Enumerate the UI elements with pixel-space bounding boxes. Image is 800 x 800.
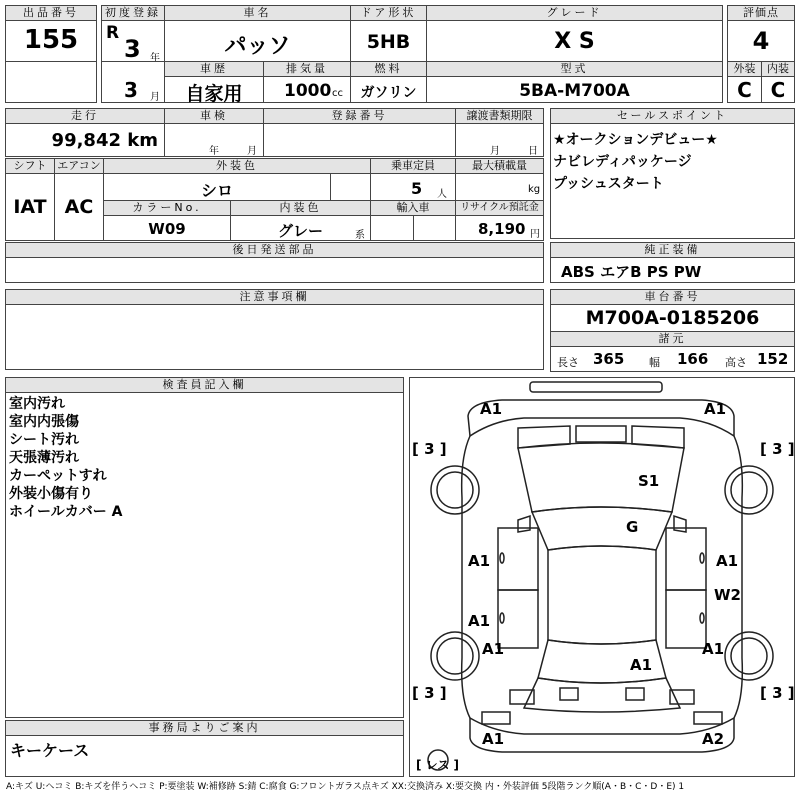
sales-points-list [553,129,718,195]
capacity-value: 5 [411,179,423,198]
specs-cell [550,346,795,372]
tire-rear-left: [ 3 ] [412,684,447,702]
lot-blank [5,61,97,103]
spare-tire: [ レス ] [416,758,459,772]
max-load-label: 最大積載量 [455,158,544,174]
lot-label: 出品番号 [5,5,97,21]
inspector-list [9,395,122,521]
capacity-cell [370,173,456,201]
inspection-cell [164,123,264,157]
grade-cell [426,20,723,62]
notes-label: 注意事項欄 [5,289,544,305]
aircon-label: エアコン [54,158,104,174]
mark-rear-left: A1 [482,730,505,748]
int-score-cell [761,76,795,103]
inspector-item: ホイールカバー A [9,504,123,520]
grade-label: グレード [426,5,723,21]
first-reg-label: 初度登録 [101,5,165,21]
aircon-cell [54,173,104,241]
inspector-item: 室内汚れ [9,396,65,412]
length-label: 長さ [557,356,579,369]
height-label: 高さ [725,356,747,369]
first-reg-month-unit: 月 [150,92,160,103]
car-name-label: 車名 [164,5,351,21]
history-value: 自家用 [185,83,243,105]
chassis-label: 車台番号 [550,289,795,305]
interior-color-label: 内装色 [230,200,371,216]
color-no-label: カラーNo. [103,200,231,216]
sales-points-box [550,123,795,239]
office-label: 事務局よりご案内 [5,720,404,736]
sales-point-item: ★オークションデビュー★ [553,132,718,148]
genuine-equipment-value: ABS エアB PS PW [561,263,702,281]
genuine-equipment-cell [550,257,795,283]
inspector-item: 天張薄汚れ [9,450,79,466]
door-value: 5HB [366,31,411,53]
max-load-cell [455,173,544,201]
length-value: 365 [593,350,625,368]
mark-right-rear-fender: A1 [702,640,725,658]
car-name-cell [164,20,351,62]
reg-number-cell [263,123,456,157]
inspection-month-unit: 月 [247,146,257,157]
score-label: 評価点 [727,5,795,21]
ext-score: C [737,78,752,102]
specs-label: 諸元 [550,331,795,347]
first-reg-year: 3 [124,35,141,63]
capacity-unit: 人 [437,189,447,200]
shift-label: シフト [5,158,55,174]
later-parts-cell [5,257,544,283]
legend: A:キズ U:ヘコミ B:キズを伴うヘコミ P:要塗装 W:補修跡 S:錆 C:腐食 G:フロントガラス点キズ XX:交換済み X:要交換 内・外装評価 5段階ランク順(A・B・C・D・E) 1 [6,782,685,792]
tire-front-left: [ 3 ] [412,440,447,458]
height-value: 152 [757,350,789,368]
fuel-value: ガソリン [360,85,417,101]
later-parts-label: 後日発送部品 [5,242,544,258]
sales-points-label: セールスポイント [550,108,795,124]
shift-value: IAT [13,196,47,218]
transfer-doc-cell [455,123,544,157]
fuel-cell [350,76,427,103]
first-reg-era: R [106,23,120,43]
chassis-value: M700A-0185206 [585,307,760,329]
door-cell [350,20,427,62]
inspection-year-unit: 年 [209,146,219,157]
inspector-item: 室内内張傷 [9,414,79,430]
displacement-value: 1000 [284,81,332,101]
model-label: 型式 [426,61,723,77]
first-reg-month-cell [101,61,165,103]
transfer-month-unit: 月 [490,146,500,157]
sales-point-item: ナビレディパッケージ [553,154,692,170]
exterior-color-extra [330,173,371,201]
history-cell [164,76,264,103]
recycle-unit: 円 [530,229,540,240]
import-car-label: 輸入車 [370,200,456,216]
recycle-cell [455,215,544,241]
model-cell [426,76,723,103]
inspector-box [5,392,404,718]
mark-hood: S1 [638,472,660,490]
interior-color-value: グレー [277,222,323,240]
first-reg-year-cell [101,20,165,62]
model-value: 5BA-M700A [519,81,630,101]
transfer-doc-label: 譲渡書類期限 [455,108,544,124]
interior-color-cell [230,215,371,241]
car-diagram [409,377,795,777]
exterior-color-value: シロ [200,181,233,200]
ext-score-cell [727,76,762,103]
import-car-cell2 [413,215,456,241]
transfer-day-unit: 日 [528,146,538,157]
score-cell [727,20,795,62]
grade-value: X S [554,29,595,54]
mark-front-right: A1 [704,400,727,418]
first-reg-month: 3 [124,78,138,102]
displacement-unit: cc [332,88,343,99]
first-reg-year-unit: 年 [150,53,160,64]
inspector-item: シート汚れ [9,432,79,448]
exterior-color-cell [103,173,331,201]
exterior-color-label: 外装色 [103,158,371,174]
mark-left-rear-fender: A1 [482,640,505,658]
mark-trunk: A1 [630,656,653,674]
chassis-cell [550,304,795,332]
tire-front-right: [ 3 ] [760,440,795,458]
mark-right-front-door: A1 [716,552,739,570]
score-value: 4 [752,27,770,55]
aircon-value: AC [64,196,94,218]
fuel-label: 燃料 [350,61,427,77]
import-car-cell [370,215,414,241]
width-label: 幅 [649,356,660,369]
mileage-cell [5,123,165,157]
recycle-value: 8,190 [478,220,526,238]
color-no-value: W09 [148,220,186,238]
mileage-value: 99,842 km [51,130,158,151]
sales-point-item: プッシュスタート [553,176,664,192]
displacement-cell [263,76,351,103]
displacement-label: 排気量 [263,61,351,77]
color-no-cell [103,215,231,241]
capacity-label: 乗車定員 [370,158,456,174]
int-score-label: 内装 [761,61,795,77]
mileage-label: 走行 [5,108,165,124]
office-cell [5,735,404,777]
inspector-label: 検査員記入欄 [5,377,404,393]
mark-rear-right: A2 [702,730,725,748]
lot-cell [5,20,97,62]
office-value: キーケース [10,741,90,760]
reg-number-label: 登録番号 [263,108,456,124]
lot-number: 155 [23,25,79,55]
inspector-item: 外装小傷有り [9,486,93,502]
mark-front-left: A1 [480,400,503,418]
int-score: C [770,78,786,102]
inspector-item: カーペットすれ [9,468,107,484]
car-name: パッソ [224,34,291,59]
shift-cell [5,173,55,241]
mark-left-front-door: A1 [468,552,491,570]
mark-roof: G [626,518,639,536]
max-load-unit: kg [528,184,541,195]
door-label: ドア形状 [350,5,427,21]
width-value: 166 [677,350,709,368]
car-outline-svg [410,378,794,776]
recycle-label: リサイクル預託金 [455,200,544,216]
tire-rear-right: [ 3 ] [760,684,795,702]
ext-score-label: 外装 [727,61,762,77]
mark-right-rear-door: W2 [714,586,741,604]
notes-cell [5,304,544,370]
mark-left-rear-door: A1 [468,612,491,630]
history-label: 車歴 [164,61,264,77]
genuine-equipment-label: 純正装備 [550,242,795,258]
interior-color-suffix: 系 [355,230,365,241]
inspection-label: 車検 [164,108,264,124]
